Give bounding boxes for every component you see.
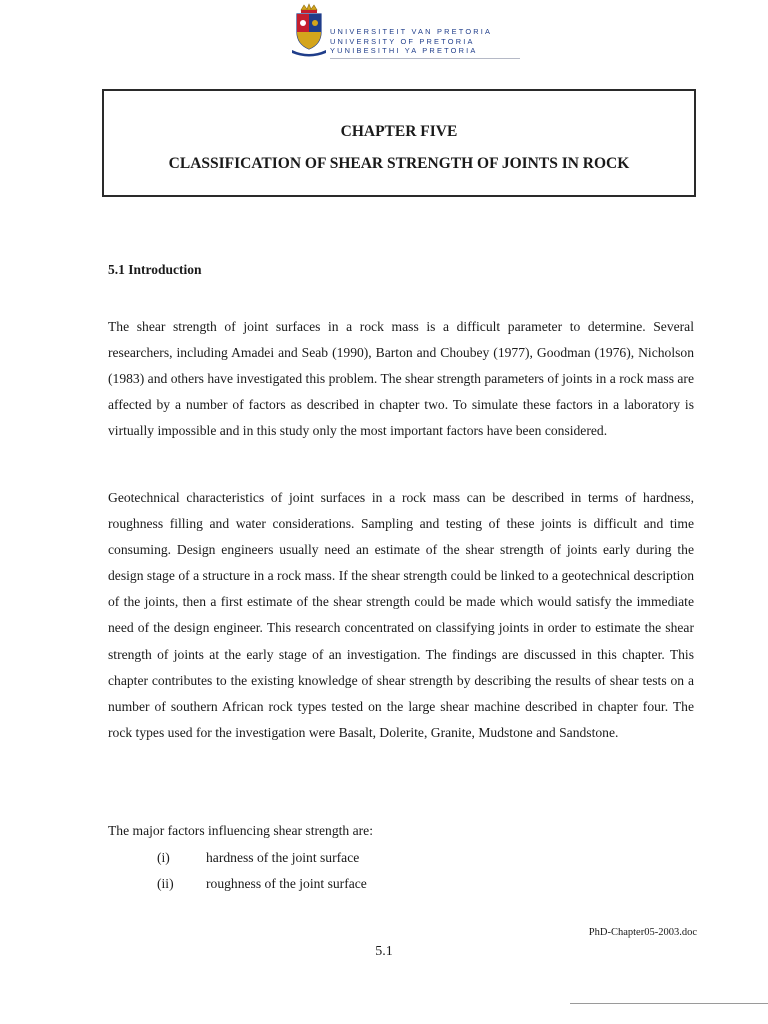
chapter-title-box	[102, 89, 696, 197]
university-crest-icon	[289, 2, 329, 58]
university-name-english: UNIVERSITY OF PRETORIA	[330, 36, 475, 46]
list-item-number: (i)	[157, 850, 170, 865]
page-number: 5.1	[375, 944, 393, 959]
list-item-number: (ii)	[157, 876, 174, 891]
university-name-sepedi: YUNIBESITHI YA PRETORIA	[330, 46, 478, 56]
bottom-rule	[570, 1003, 768, 1004]
list-item-text: roughness of the joint surface	[206, 876, 367, 891]
section-heading: 5.1 Introduction	[108, 262, 202, 277]
chapter-title: CLASSIFICATION OF SHEAR STRENGTH OF JOINTS IN ROCK	[168, 155, 630, 172]
university-name-afrikaans: UNIVERSITEIT VAN PRETORIA	[330, 27, 493, 36]
document-filename: PhD-Chapter05-2003.doc	[588, 927, 697, 938]
chapter-number: CHAPTER FIVE	[340, 123, 458, 140]
list-item-text: hardness of the joint surface	[206, 850, 360, 865]
university-header	[285, 0, 525, 62]
paragraph-3: The major factors influencing shear strength are:	[108, 823, 373, 838]
paragraph-2: Geotechnical characteristics of joint surfaces in a rock mass can be described in terms of hardness, roughness filling and water considerations. Sampling and testing of these joints is difficult and time consuming. Design engineers usually need an estimate of the shear strength of joints early during the design stage of a structure in a rock mass. If the shear strength could be linked to a geotechnical description of the joints, then a first estimate of the shear strength could be made which would satisfy the immediate need of the design engineer. This research concentrated on classifying joints in order to estimate the shear strength of joints at the early stage of an investigation. The findings are discussed in this chapter. This chapter contributes to the existing knowledge of shear strength by describing the results of shear tests on a number of southern African rock types tested on the large shear machine described in chapter four. The rock types used for the investigation were Basalt, Dolerite, Granite, Mudstone and Sandstone.	[108, 490, 694, 740]
paragraph-1: The shear strength of joint surfaces in a rock mass is a difficult parameter to determine. Several researchers, including Amadei and Seab (1990), Barton and Choubey (1977), Goodman (1976), Nicholson (1983) and others have investigated this problem. The shear strength parameters of joints in a rock mass are affected by a number of factors as described in chapter two. To simulate these factors in a laboratory is virtually impossible and in this study only the most important factors have been considered.	[108, 319, 694, 439]
university-names	[330, 27, 492, 56]
header-divider	[330, 58, 520, 59]
